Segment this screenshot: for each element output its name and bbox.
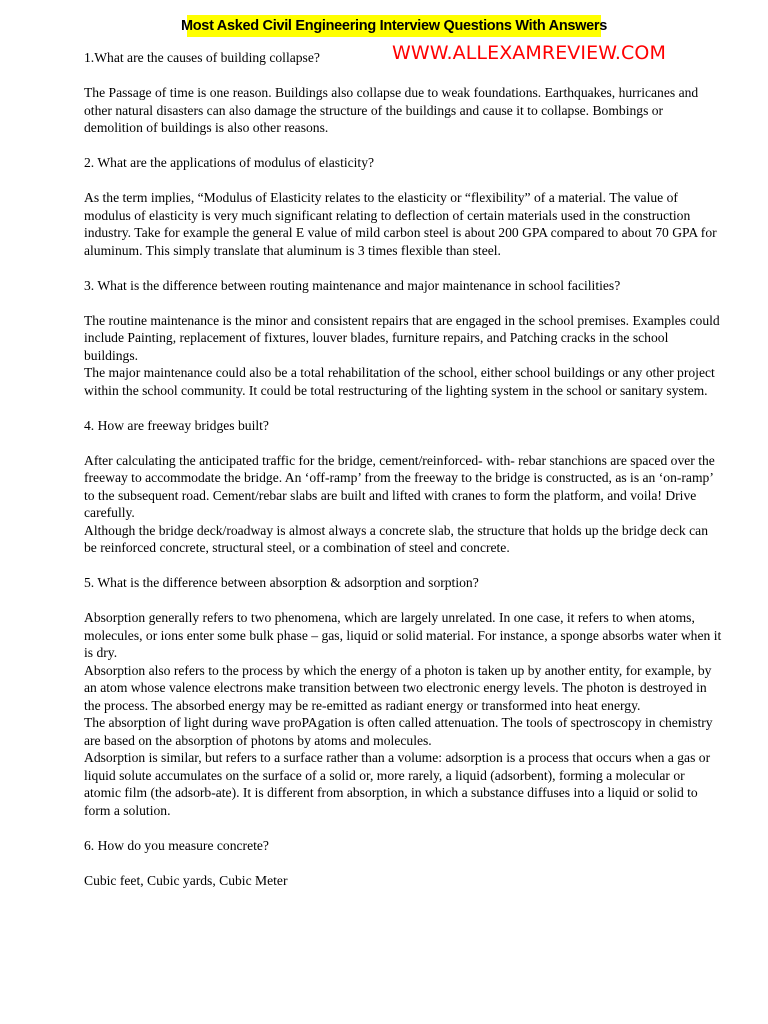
answer-4-paragraph-2: Although the bridge deck/roadway is almost always a concrete slab, the structure that holds up the bridge deck can be reinforced concrete, structural steel, or a combination of steel and concrete. xyxy=(84,522,708,555)
answer-4-paragraph-1: After calculating the anticipated traffic for the bridge, cement/reinforced- with- rebar stanchions are spaced over the freeway to accommodate the bridge. An ‘off-ramp’ from the freeway to the bridge is constructed, as is an ‘on-ramp’ to the subsequent road. Cement/rebar slabs are built and lifted with cranes to form the platform, and voila! Drive carefully. xyxy=(84,452,715,520)
answer-5-paragraph-3: The absorption of light during wave proPAgation is often called attenuation. The tools of spectroscopy in chemistry are based on the absorption of photons by atoms and molecules. xyxy=(84,715,713,748)
answer-6-paragraph-1: Cubic feet, Cubic yards, Cubic Meter xyxy=(84,872,288,888)
question-3: 3. What is the difference between routing maintenance and major maintenance in school facilities? xyxy=(84,277,621,293)
question-4: 4. How are freeway bridges built? xyxy=(84,417,269,433)
answer-5-paragraph-2: Absorption also refers to the process by which the energy of a photon is taken up by another entity, for example, by an atom whose valence electrons make transition between two electronic energy levels. The photon is destroyed in the process. The absorbed energy may be re-emitted as radiant energy or transformed into heat energy. xyxy=(84,662,712,713)
answer-3-paragraph-2: The major maintenance could also be a total rehabilitation of the school, either school buildings or any other project within the school community. It could be total restructuring of the lighting system in the school or sanitary system. xyxy=(84,365,715,398)
document-title: Most Asked Civil Engineering Interview Questions With Answers xyxy=(180,18,608,34)
website-url: WWW.ALLEXAMREVIEW.COM xyxy=(392,42,666,64)
answer-5-paragraph-4: Adsorption is similar, but refers to a surface rather than a volume: adsorption is a process that occurs when a gas or liquid solute accumulates on the surface of a solid or, more rarely, a liquid (adsorbent), forming a molecular or atomic film (the adsorb-ate). It is different from absorption, in which a substance diffuses into a liquid or solid to form a solution. xyxy=(84,750,711,818)
question-2: 2. What are the applications of modulus of elasticity? xyxy=(84,155,375,170)
question-5: 5. What is the difference between absorption & adsorption and sorption? xyxy=(84,575,479,590)
answer-3-paragraph-1: The routine maintenance is the minor and consistent repairs that are engaged in the school premises. Examples could include Painting, replacement of fixtures, louver blades, furniture repairs, and Patching cracks in the school buildings. xyxy=(84,312,720,363)
question-1: 1.What are the causes of building collapse? xyxy=(84,50,320,65)
answer-2-paragraph-1: As the term implies, “Modulus of Elasticity relates to the elasticity or “flexibility” of a material. The value of modulus of elasticity is very much significant relating to deflection of certain materials used in the construction industry. Take for example the general E value of mild carbon steel is about 200 GPA compared to about 70 GPA for aluminum. This simply translate that aluminum is 3 times flexible than steel. xyxy=(84,190,717,258)
document-body xyxy=(84,49,724,907)
answer-5-paragraph-1: Absorption generally refers to two phenomena, which are largely unrelated. In one case, it refers to when atoms, molecules, or ions enter some bulk phase – gas, liquid or solid material. For instance, a sponge absorbs water when it is dry. xyxy=(84,610,722,660)
answer-1-paragraph-1: The Passage of time is one reason. Buildings also collapse due to weak foundations. Earthquakes, hurricanes and other natural disasters can also damage the structure of the buildings and cause it to collapse. Bombings or demolition of buildings is also other reasons. xyxy=(84,85,699,135)
question-6: 6. How do you measure concrete? xyxy=(84,837,269,853)
